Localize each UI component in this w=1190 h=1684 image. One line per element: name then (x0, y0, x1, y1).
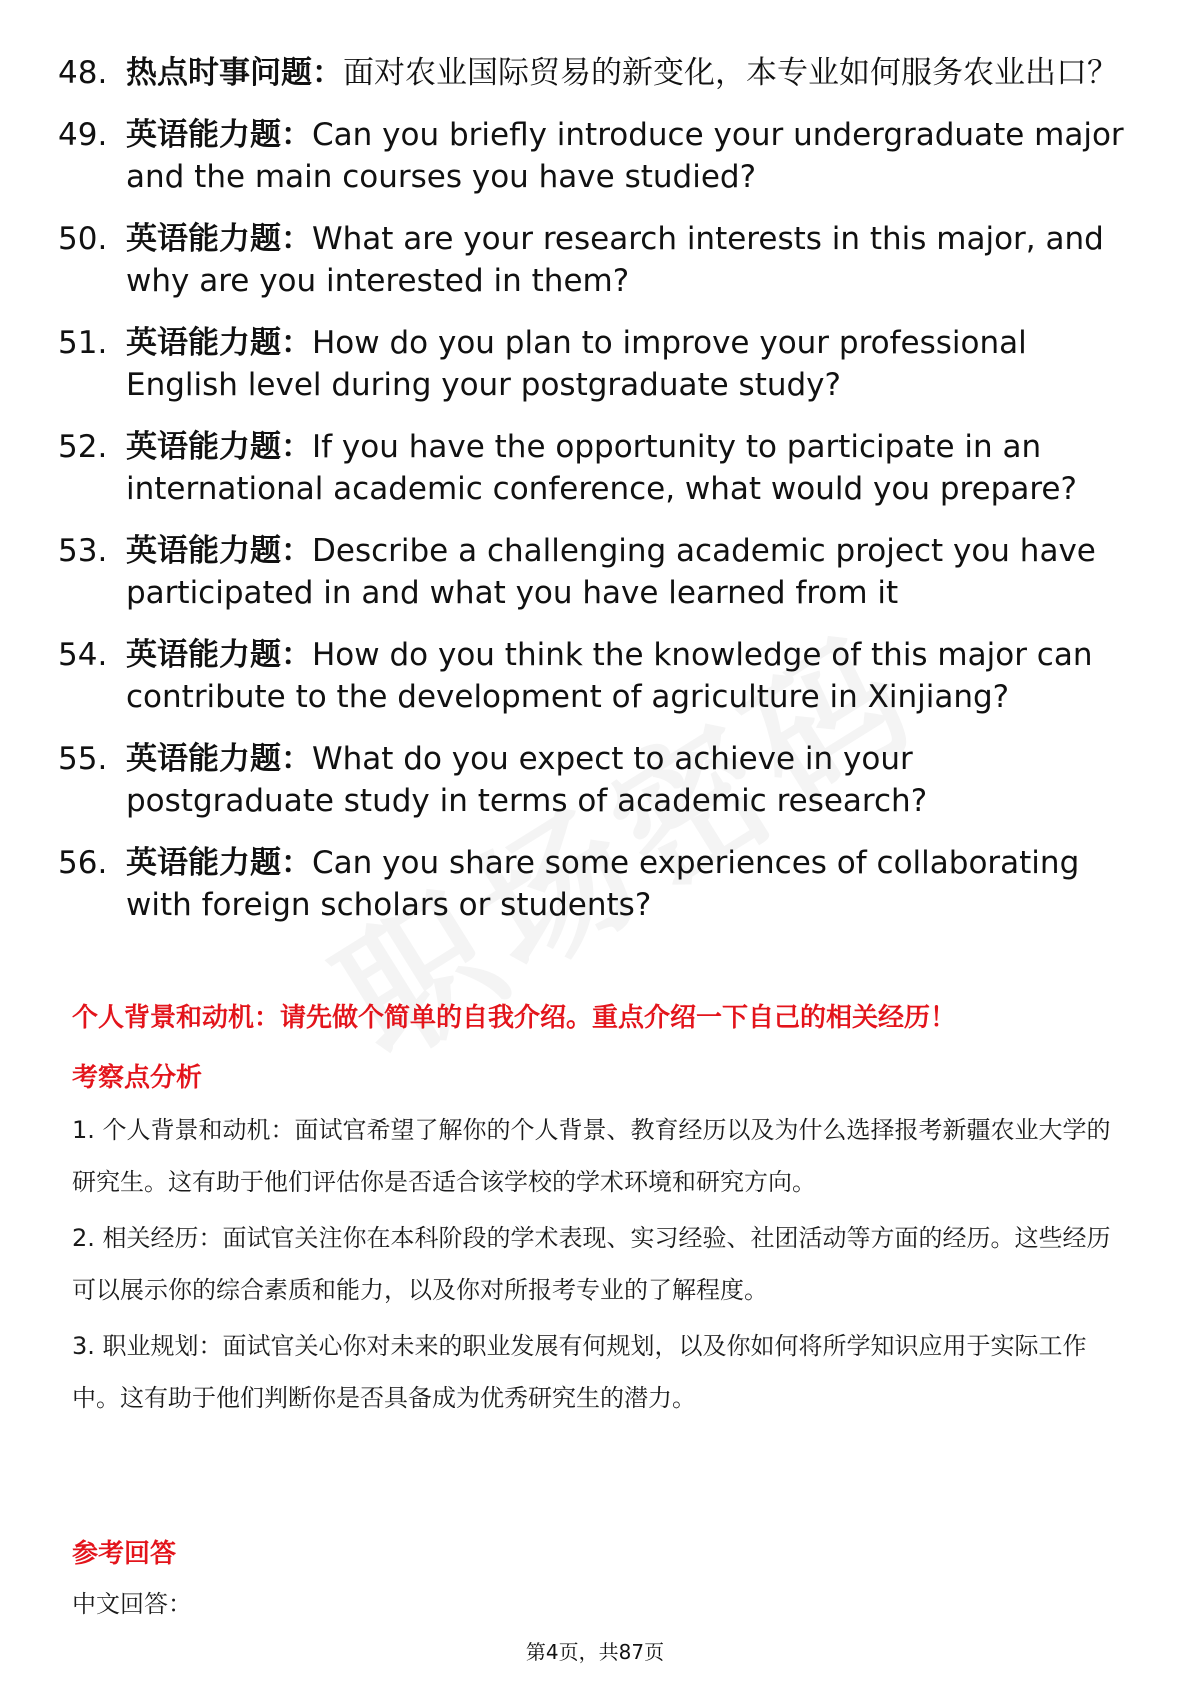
question-text: Can you briefly introduce your undergraduate major and the main courses you have studied? (126, 117, 1124, 195)
question-label: 英语能力题： (126, 429, 312, 465)
question-number: 53. (58, 533, 108, 569)
question-label: 英语能力题： (126, 117, 312, 153)
question-text: What do you expect to achieve in your postgraduate study in terms of academic research? (126, 741, 928, 819)
question-number: 56. (58, 845, 108, 881)
answer-heading: 参考回答 (72, 1539, 177, 1569)
list-item (58, 530, 1128, 614)
question-label: 英语能力题： (126, 741, 312, 777)
analysis-points (72, 1104, 1122, 1424)
question-label: 英语能力题： (126, 325, 312, 361)
question-number: 54. (58, 637, 108, 673)
question-label: 英语能力题： (126, 533, 312, 569)
analysis-point: 2. 相关经历：面试官关注你在本科阶段的学术表现、实习经验、社团活动等方面的经历。这些经历可以展示你的综合素质和能力，以及你对所报考专业的了解程度。 (72, 1224, 1111, 1304)
question-text: Describe a challenging academic project you have participated in and what you have learned from it (126, 533, 1096, 611)
question-label: 热点时事问题： (126, 55, 343, 91)
page-footer: 第4页，共87页 (525, 1640, 665, 1664)
list-item (58, 322, 1128, 406)
list-item (58, 842, 1128, 926)
list-item (58, 52, 1128, 94)
question-text: If you have the opportunity to participate in an international academic conference, what would you prepare? (126, 429, 1077, 507)
question-number: 51. (58, 325, 108, 361)
question-label: 英语能力题： (126, 845, 312, 881)
list-item (58, 426, 1128, 510)
list-item (58, 114, 1128, 198)
question-text: Can you share some experiences of collaborating with foreign scholars or students? (126, 845, 1080, 923)
section-title: 个人背景和动机：请先做个简单的自我介绍。重点介绍一下自己的相关经历！ (72, 1003, 957, 1033)
question-text: How do you think the knowledge of this major can contribute to the development of agriculture in Xinjiang? (126, 637, 1093, 715)
answer-subheading: 中文回答： (72, 1590, 192, 1618)
analysis-point: 1. 个人背景和动机：面试官希望了解你的个人背景、教育经历以及为什么选择报考新疆农业大学的研究生。这有助于他们评估你是否适合该学校的学术环境和研究方向。 (72, 1116, 1111, 1196)
question-list (58, 52, 1128, 946)
list-item (58, 218, 1128, 302)
question-number: 55. (58, 741, 108, 777)
analysis-point: 3. 职业规划：面试官关心你对未来的职业发展有何规划，以及你如何将所学知识应用于实际工作中。这有助于他们判断你是否具备成为优秀研究生的潜力。 (72, 1332, 1087, 1412)
answer-subheading-block (72, 1578, 1122, 1630)
question-label: 英语能力题： (126, 637, 312, 673)
question-text: 面对农业国际贸易的新变化，本专业如何服务农业出口？ (343, 55, 1118, 91)
analysis-heading-block (72, 1060, 1122, 1096)
list-item (58, 738, 1128, 822)
question-number: 49. (58, 117, 108, 153)
list-item (58, 634, 1128, 718)
question-text: What are your research interests in this major, and why are you interested in them? (126, 221, 1104, 299)
section-title-block (72, 1000, 1122, 1036)
question-text: How do you plan to improve your professional English level during your postgraduate study? (126, 325, 1027, 403)
question-number: 48. (58, 55, 108, 91)
question-number: 52. (58, 429, 108, 465)
question-label: 英语能力题： (126, 221, 312, 257)
analysis-heading: 考察点分析 (72, 1063, 203, 1093)
question-number: 50. (58, 221, 108, 257)
answer-heading-block (72, 1536, 1122, 1572)
